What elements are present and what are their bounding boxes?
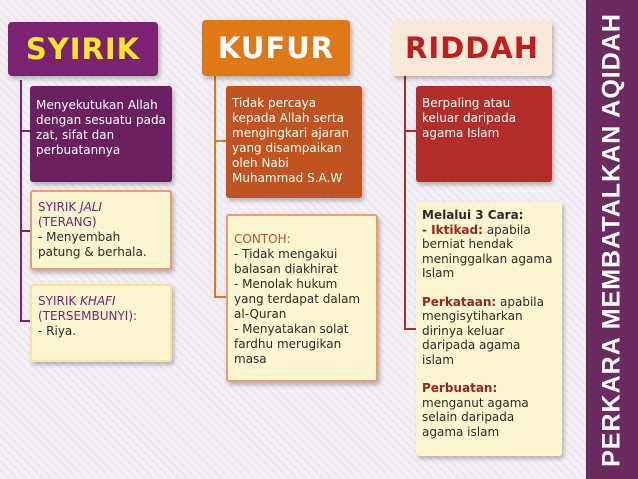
syirik-title: SYIRIK [25,32,141,66]
syirik-jali-heading: SYIRIK JALI (TERANG) [38,200,103,229]
riddah-definition: Berpaling atau keluar daripada agama Islam [422,96,517,140]
riddah-ways-box [416,202,562,456]
syirik-jali-box [30,190,172,270]
riddah-connector-ways [404,328,416,330]
riddah-connector-vertical [404,74,406,330]
riddah-ways-heading: Melalui 3 Cara: [422,208,524,222]
kufur-definition: Tidak percaya kepada Allah serta mengingkari ajaran yang disampaikan oleh Nabi Muhammad S.A.W [232,96,349,185]
side-title: PERKARA MEMBATALKAN AQIDAH [597,13,626,467]
riddah-definition-box [416,86,552,182]
riddah-title: RIDDAH [405,31,539,65]
syirik-definition-box [30,86,172,182]
kufur-connector-example [214,296,226,298]
riddah-way-perkataan: Perkataan: apabila mengisytiharkan dirinya keluar daripada agama islam [422,294,544,367]
riddah-way-perbuatan: Perbuatan: menganut agama selain daripada agama islam [422,381,529,439]
riddah-way-iktikad: - Iktikad: apabila berniat hendak meninggalkan agama Islam [422,222,553,280]
syirik-khafi-text: - Riya. [38,324,77,338]
syirik-khafi-box [30,284,172,362]
kufur-example-box [226,214,378,382]
syirik-jali-text: - Menyembah patung & berhala. [38,230,147,259]
syirik-header [8,22,158,76]
kufur-example-line-3: - Menyatakan solat fardhu merugikan masa [234,322,349,366]
syirik-khafi-heading: SYIRIK KHAFI (TERSEMBUNYI): [38,294,138,323]
syirik-connector-jali [20,230,30,232]
kufur-example-line-1: - Tidak mengakui balasan diakhirat [234,247,338,276]
riddah-header [392,20,552,76]
kufur-title: KUFUR [217,31,335,65]
kufur-connector-vertical [214,74,216,298]
syirik-definition: Menyekutukan Allah dengan sesuatu pada zat, sifat dan perbuatannya [36,98,166,157]
kufur-definition-box [226,86,362,198]
riddah-connector-def [404,130,416,132]
kufur-connector-def [214,140,226,142]
kufur-example-heading: CONTOH: [234,232,291,246]
syirik-connector-khafi [20,320,30,322]
kufur-header [202,20,350,76]
syirik-connector-def [20,130,30,132]
kufur-example-line-2: - Menolak hukum yang terdapat dalam al-Quran [234,277,361,321]
syirik-connector-vertical [20,80,22,320]
